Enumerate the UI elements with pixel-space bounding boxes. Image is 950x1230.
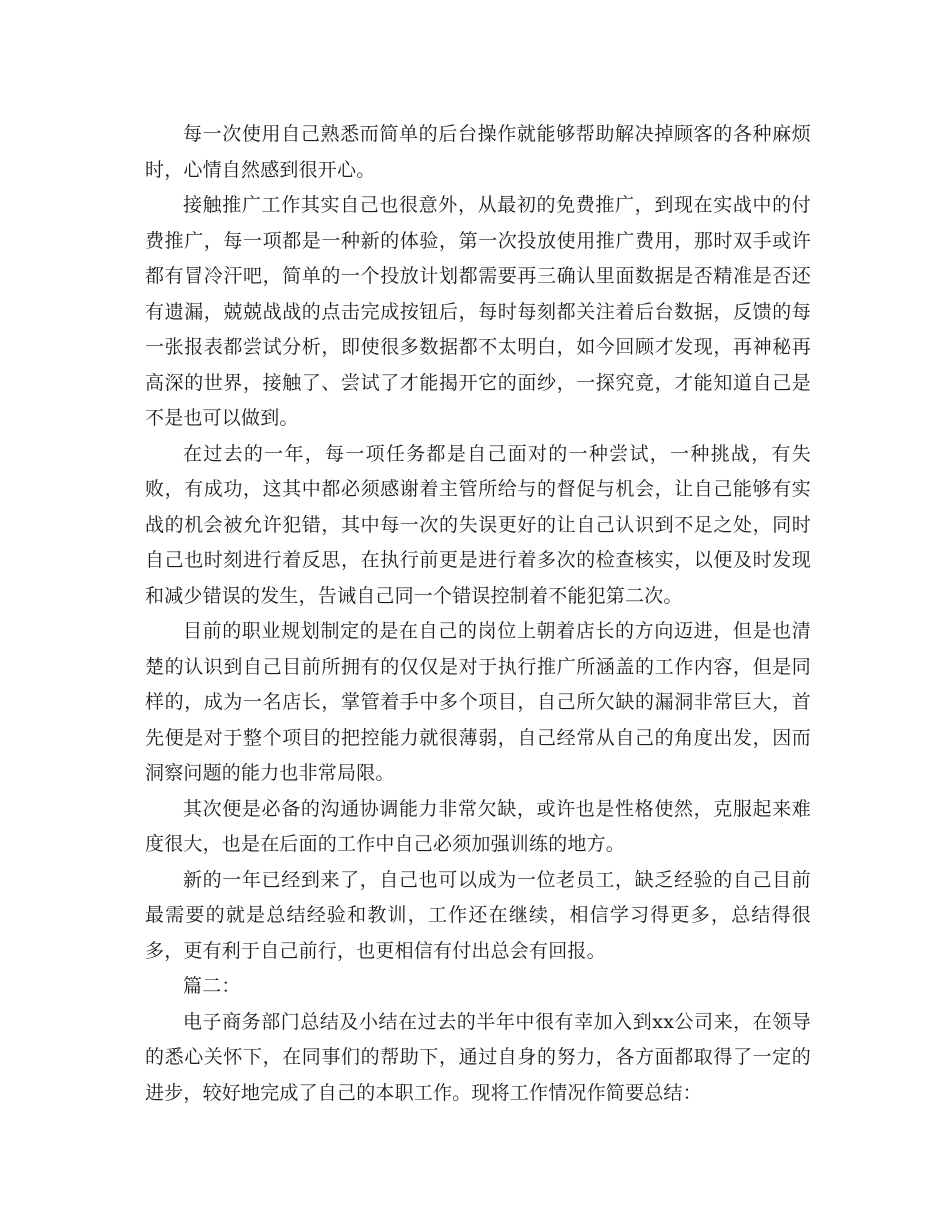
paragraph-6: 新的一年已经到来了，自己也可以成为一位老员工，缺乏经验的自己目前最需要的就是总结经验和教训，工作还在继续，相信学习得更多，总结得很多，更有利于自己前行，也更相信有付出总会有回报。 bbox=[145, 868, 811, 962]
paragraph-1: 每一次使用自己熟悉而简单的后台操作就能够帮助解决掉顾客的各种麻烦时，心情自然感到很开心。 bbox=[145, 123, 811, 181]
paragraph-2: 接触推广工作其实自己也很意外，从最初的免费推广，到现在实战中的付费推广，每一项都是一种新的体验，第一次投放使用推广费用，那时双手或许都有冒冷汗吧，简单的一个投放计划都需要再三确认里面数据是否精准是否还有遗漏，兢兢战战的点击完成按钮后，每时每刻都关注着后台数据，反馈的每一张报表都尝试分析，即使很多数据都不太明白，如今回顾才发现，再神秘再高深的世界，接触了、尝试了才能揭开它的面纱，一探究竟，才能知道自己是不是也可以做到。 bbox=[145, 194, 811, 429]
paragraph-3: 在过去的一年，每一项任务都是自己面对的一种尝试，一种挑战，有失败，有成功，这其中都必须感谢着主管所给与的督促与机会，让自己能够有实战的机会被允许犯错，其中每一次的失误更好的让自己认识到不足之处，同时自己也时刻进行着反思，在执行前更是进行着多次的检查核实，以便及时发现和减少错误的发生，告诫自己同一个错误控制着不能犯第二次。 bbox=[145, 442, 811, 607]
paragraph-4: 目前的职业规划制定的是在自己的岗位上朝着店长的方向迈进，但是也清楚的认识到自己目前所拥有的仅仅是对于执行推广所涵盖的工作内容，但是同样的，成为一名店长，掌管着手中多个项目，自己所欠缺的漏洞非常巨大，首先便是对于整个项目的把控能力就很薄弱，自己经常从自己的角度出发，因而洞察问题的能力也非常局限。 bbox=[145, 620, 811, 784]
document-body bbox=[145, 117, 811, 1111]
paragraph-7: 电子商务部门总结及小结在过去的半年中很有幸加入到xx公司来，在领导的悉心关怀下，在同事们的帮助下，通过自身的努力，各方面都取得了一定的进步，较好地完成了自己的本职工作。现将工作情况作简要总结： bbox=[145, 1010, 811, 1104]
paragraph-5: 其次便是必备的沟通协调能力非常欠缺，或许也是性格使然，克服起来难度很大，也是在后面的工作中自己必须加强训练的地方。 bbox=[145, 797, 811, 855]
section-heading: 篇二： bbox=[183, 975, 241, 997]
